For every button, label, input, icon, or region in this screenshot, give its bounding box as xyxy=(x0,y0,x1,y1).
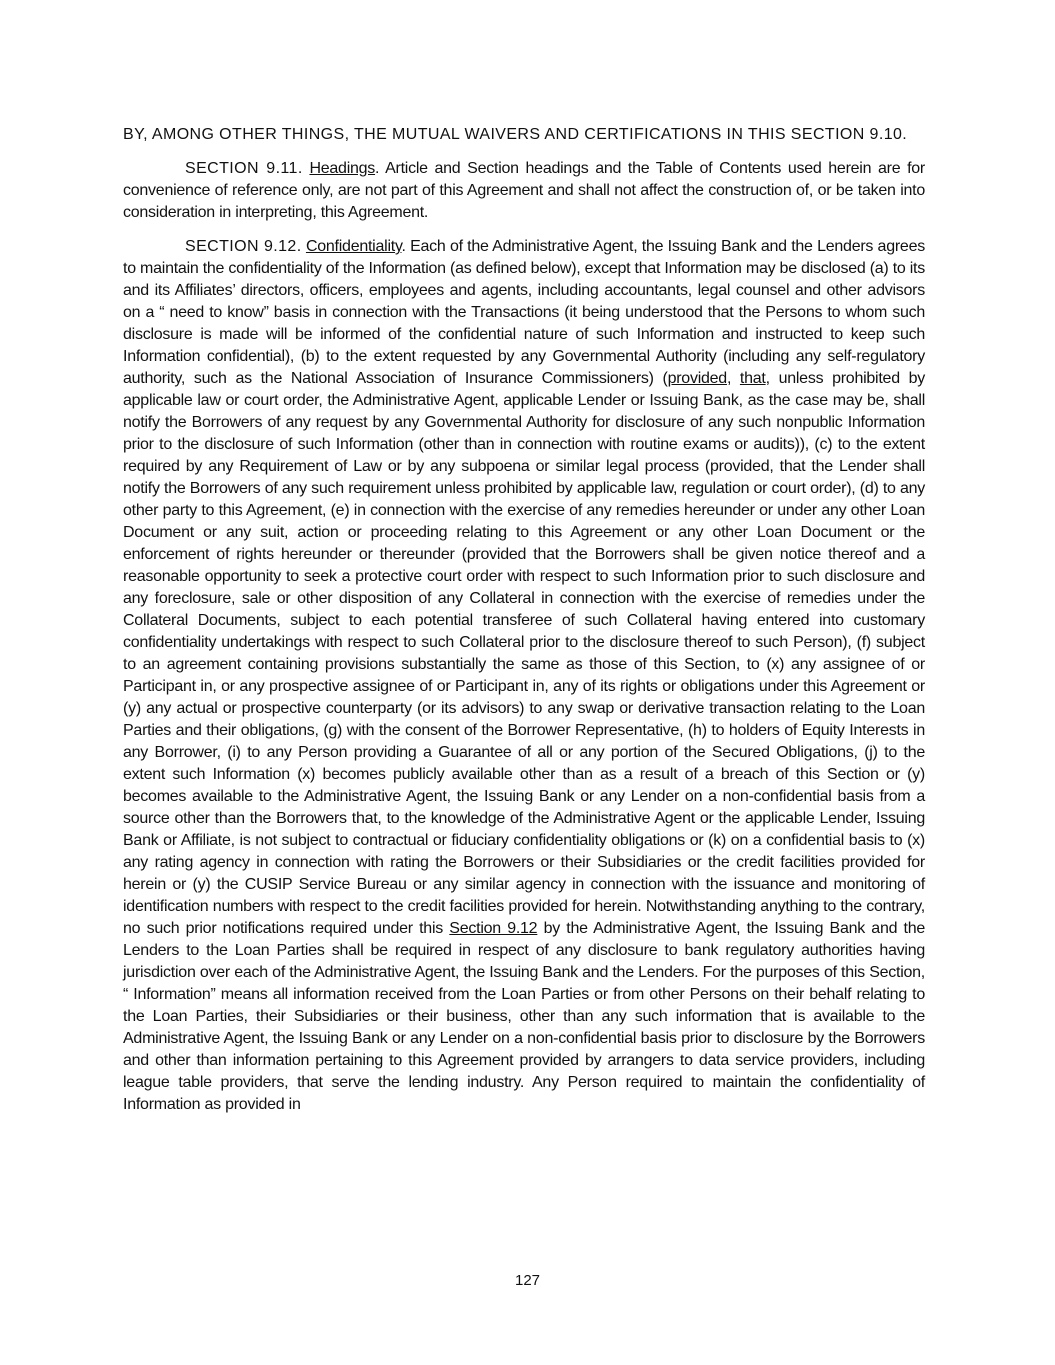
document-page xyxy=(123,124,925,1128)
intro-paragraph: BY, AMONG OTHER THINGS, THE MUTUAL WAIVERS AND CERTIFICATIONS IN THIS SECTION 9.10. xyxy=(123,126,908,143)
section-9-12-text-2: , unless prohibited by applicable law or court order, the Administrative Agent, applicable Lender or Issuing Bank, as the case may be, shall notify the Borrowers of any request by any Governmental Authority for disclosure of any such nonpublic Information prior to the disclosure of such Information (other than in connection with routine exams or audits)), (c) to the extent required by any Requirement of Law or by any subpoena or similar legal process (provided, that the Lender shall notify the Borrowers of any such requirement unless prohibited by applicable law, regulation or court order), (d) to any other party to this Agreement, (e) in connection with the exercise of any remedies hereunder or under any other Loan Document or any suit, action or proceeding relating to this Agreement or any other Loan Document or the enforcement of rights hereunder or thereunder (provided that the Borrowers shall be given notice thereof and a reasonable opportunity to seek a protective court order with respect to such Information prior to such disclosure and any foreclosure, sale or other disposition of any Collateral in connection with the exercise of remedies under the Collateral Documents, subject to each potential transferee of such Collateral having entered into customary confidentiality undertakings with respect to such Collateral prior to the disclosure thereof to such Person), (f) subject to an agreement containing provisions substantially the same as those of this Section, to (x) any assignee of or Participant in, or any prospective assignee of or Participant in, any of its rights or obligations under this Agreement or (y) any actual or prospective counterparty (or its advisors) to any swap or derivative transaction relating to the Loan Parties and their obligations, (g) with the consent of the Borrower Representative, (h) to holders of Equity Interests in any Borrower, (i) to any Person providing a Guarantee of all or any portion of the Secured Obligations, (j) to the extent such Information (x) becomes publicly available other than as a result of a breach of this Section or (y) becomes available to the Administrative Agent, the Issuing Bank or any Lender on a non-confidential basis from a source other than the Borrowers that, to the knowledge of the Administrative Agent or the applicable Lender, Issuing Bank or Affiliate, is not subject to contractual or fiduciary confidentiality obligations or (k) on a confidential basis to (x) any rating agency in connection with rating the Borrowers or their Subsidiaries or the credit facilities provided for herein or (y) the CUSIP Service Bureau or any similar agency in connection with the issuance and monitoring of identification numbers with respect to the credit facilities provided for herein. Notwithstanding anything to the contrary, no such prior notifications required under this xyxy=(123,370,926,937)
section-reference: Section 9.12 xyxy=(449,920,538,937)
provided-term: provided xyxy=(667,370,727,387)
section-9-12-number: SECTION 9.12. xyxy=(185,238,302,255)
section-9-12-heading: Confidentiality xyxy=(305,238,402,255)
that-term: that xyxy=(739,370,766,387)
section-9-12-text-3: by the Administrative Agent, the Issuing Bank and the Lenders to the Loan Parties shall be required in respect of any disclosure to bank regulatory authorities having jurisdiction over each of the Administrative Agent, the Issuing Bank and the Lenders. For the purposes of this Section, “ Information” means all information received from the Loan Parties or from other Persons on their behalf relating to the Loan Parties, their Subsidiaries or their business, other than any such information that is available to the Administrative Agent, the Issuing Bank or any Lender on a non-confidential basis prior to disclosure by the Borrowers and other than information pertaining to this Agreement provided by arrangers to data service providers, including league table providers, that serve the lending industry. Any Person required to maintain the confidentiality of Information as provided in xyxy=(123,920,926,1113)
section-9-11-body: . Article and Section headings and the Table of Contents used herein are for convenience of reference only, are not part of this Agreement and shall not affect the construction of, or be taken into consideration in interpreting, this Agreement. xyxy=(123,160,926,221)
provided-comma: , xyxy=(726,370,740,387)
section-9-12-paragraph xyxy=(123,236,925,1116)
section-9-11-paragraph xyxy=(123,158,925,224)
page-number: 127 xyxy=(514,1272,541,1289)
section-9-11-number: SECTION 9.11. xyxy=(185,160,303,177)
section-9-11-heading: Headings xyxy=(309,160,376,177)
section-9-12-text-1: . Each of the Administrative Agent, the Issuing Bank and the Lenders agrees to maintain the confidentiality of the Information (as defined below), except that Information may be disclosed (a) to its and its Affiliates’ directors, officers, employees and agents, including accountants, legal counsel and other advisors on a “ need to know” basis in connection with the Transactions (it being understood that the Persons to whom such disclosure is made will be informed of the confidential nature of such Information and instructed to keep such Information confidential), (b) to the extent requested by any Governmental Authority (including any self-regulatory authority, such as the National Association of Insurance Commissioners) ( xyxy=(123,238,925,387)
